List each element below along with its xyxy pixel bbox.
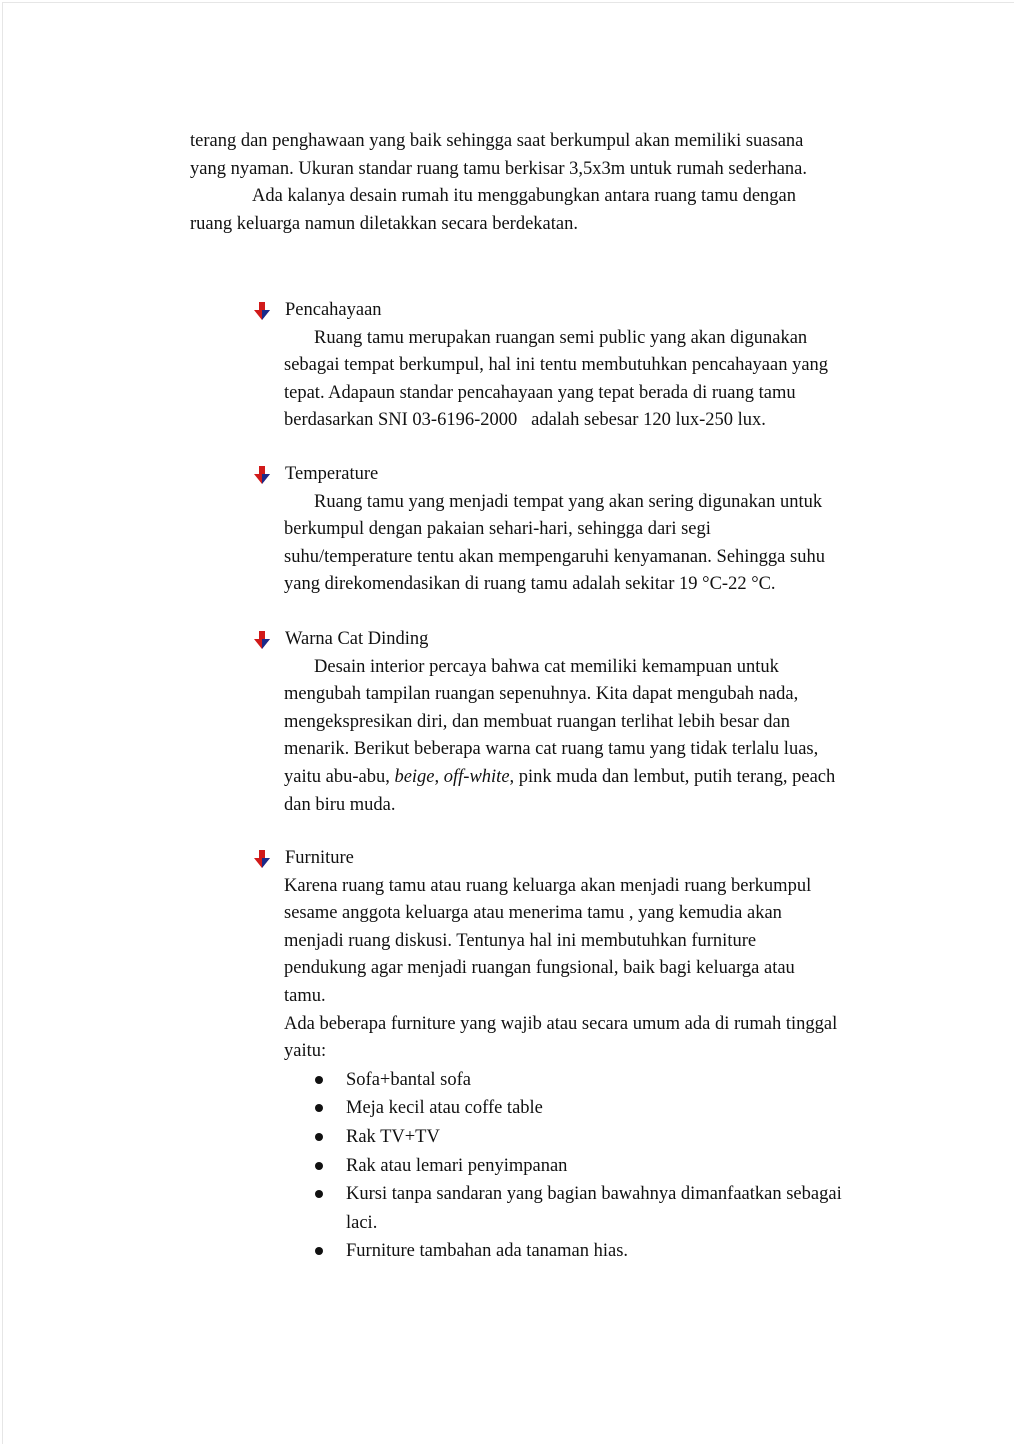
list-item (312, 1066, 930, 1095)
section-heading (250, 297, 930, 325)
section-heading (250, 626, 930, 654)
arrow-down-icon (252, 849, 272, 869)
body-line: pendukung agar menjadi ruangan fungsional, baik bagi keluarga atau (284, 958, 795, 979)
section-body (284, 654, 930, 820)
bullet-icon (315, 1247, 323, 1255)
bullet-icon (315, 1190, 323, 1198)
colors-suffix: , pink muda dan lembut, putih terang, peach (509, 766, 836, 787)
body-line: Ruang tamu merupakan ruangan semi public yang akan digunakan (314, 327, 808, 348)
body-line: menjadi ruang diskusi. Tentunya hal ini membutuhkan furniture (284, 930, 757, 951)
arrow-down-icon (252, 301, 272, 321)
list-item-text: Meja kecil atau coffe table (346, 1098, 543, 1119)
body-line: tepat. Adapaun standar pencahayaan yang tepat berada di ruang tamu (284, 382, 796, 403)
intro-line: Ada kalanya desain rumah itu menggabungkan antara ruang tamu dengan (252, 186, 797, 207)
body-line-colors (284, 764, 930, 792)
bullet-icon (315, 1162, 323, 1170)
body-line: menarik. Berikut beberapa warna cat ruang tamu yang tidak terlalu luas, (284, 739, 819, 760)
intro-text (190, 128, 905, 238)
section-furniture (250, 845, 930, 1266)
body-line: mengekspresikan diri, dan membuat ruangan terlihat lebih besar dan (284, 711, 791, 732)
intro-line: ruang keluarga namun diletakkan secara berdekatan. (190, 213, 578, 234)
body-line: berkumpul dengan pakaian sehari-hari, sehingga dari segi (284, 519, 711, 540)
list-item (312, 1094, 930, 1123)
list-item-text: Rak TV+TV (346, 1126, 440, 1147)
section-title: Temperature (285, 464, 379, 484)
list-item-text: Kursi tanpa sandaran yang bagian bawahnya dimanfaatkan sebagai laci. (346, 1184, 842, 1233)
color-beige: beige (394, 766, 435, 787)
list-item-text: Rak atau lemari penyimpanan (346, 1155, 568, 1176)
bullet-icon (315, 1104, 323, 1112)
color-off-white: off-white (443, 766, 510, 787)
colors-prefix: yaitu abu-abu, (284, 766, 395, 787)
section-title: Furniture (285, 848, 354, 868)
body-line: Ruang tamu yang menjadi tempat yang akan sering digunakan untuk (314, 491, 823, 512)
list-item-text: Furniture tambahan ada tanaman hias. (346, 1241, 629, 1262)
body-line: Karena ruang tamu atau ruang keluarga akan menjadi ruang berkumpul (284, 875, 812, 896)
body-line: sebagai tempat berkumpul, hal ini tentu membutuhkan pencahayaan yang (284, 355, 829, 376)
body-line: yaitu: (284, 1041, 327, 1062)
colors-separator: , (434, 766, 444, 787)
arrow-down-icon (252, 630, 272, 650)
section-warna-cat-dinding (250, 626, 930, 819)
body-line: Ada beberapa furniture yang wajib atau secara umum ada di rumah tinggal (284, 1013, 838, 1034)
section-heading (250, 845, 930, 873)
body-line: sesame anggota keluarga atau menerima tamu , yang kemudia akan (284, 903, 782, 924)
bullet-icon (315, 1133, 323, 1141)
section-pencahayaan (250, 297, 930, 435)
arrow-down-icon (252, 465, 272, 485)
section-body (284, 873, 930, 1266)
body-line: suhu/temperature tentu akan mempengaruhi kenyamanan. Sehingga suhu (284, 546, 825, 567)
section-temperature (250, 461, 930, 599)
body-line: dan biru muda. (284, 794, 396, 815)
list-item-text: Sofa+bantal sofa (346, 1069, 471, 1090)
section-title: Warna Cat Dinding (285, 629, 429, 649)
body-line: tamu. (284, 985, 326, 1006)
section-heading (250, 461, 930, 489)
section-body (284, 489, 930, 599)
list-item (312, 1237, 930, 1266)
section-body (284, 325, 930, 435)
section-title: Pencahayaan (285, 300, 382, 320)
body-line: Desain interior percaya bahwa cat memiliki kemampuan untuk (314, 656, 779, 677)
list-item (312, 1152, 930, 1181)
body-line: yang direkomendasikan di ruang tamu adalah sekitar 19 °C-22 °C. (284, 574, 776, 595)
bullet-icon (315, 1076, 323, 1084)
intro-line: yang nyaman. Ukuran standar ruang tamu berkisar 3,5x3m untuk rumah sederhana. (190, 158, 807, 179)
list-item (312, 1180, 930, 1237)
list-item (312, 1123, 930, 1152)
intro-line: terang dan penghawaan yang baik sehingga saat berkumpul akan memiliki suasana (190, 131, 804, 151)
body-line: berdasarkan SNI 03-6196-2000 adalah sebesar 120 lux-250 lux. (284, 410, 766, 431)
body-line: mengubah tampilan ruangan sepenuhnya. Kita dapat mengubah nada, (284, 684, 799, 705)
furniture-list (284, 1066, 930, 1266)
